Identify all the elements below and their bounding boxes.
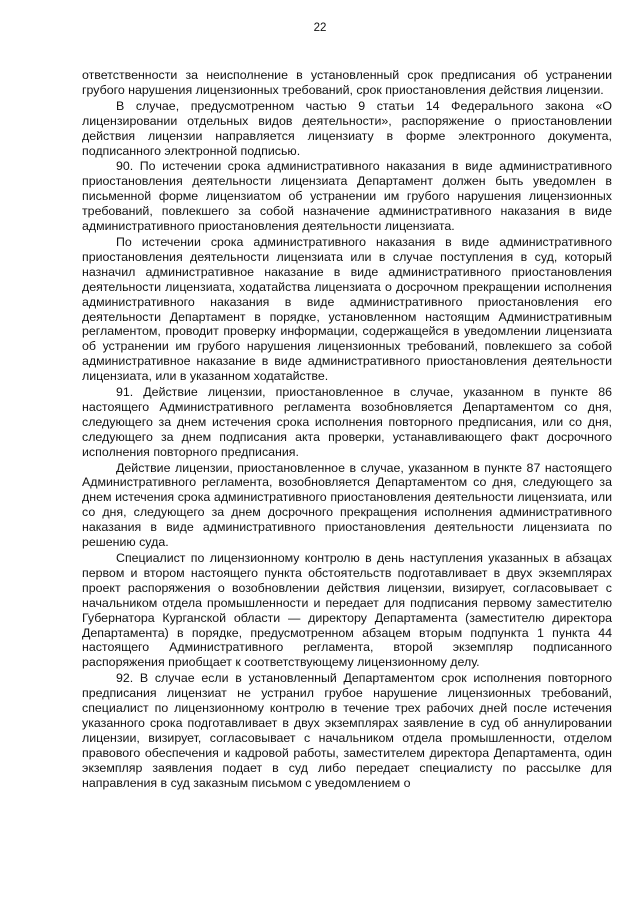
paragraph: По истечении срока административного наказания в виде административного приостановления деятельности лицензиата или в случае поступления в суд, который назначил административное наказание в виде административного приостановления деятельности лицензиата, ходатайства лицензиата о досрочном прекращении исполнения административного наказания в виде административного приостановления его деятельности Департамент в порядке, установленном настоящим Административным регламентом, проводит проверку информации, содержащейся в уведомлении лицензиата об устранении им грубого нарушения лицензионных требований, повлекшего за собой административное наказание в виде административного приостановления деятельности лицензиата, или в указанном ходатайстве. [82, 234, 612, 384]
document-body [82, 68, 612, 791]
paragraph: Действие лицензии, приостановленное в случае, указанном в пункте 87 настоящего Административного регламента, возобновляется Департаментом со дня, следующего за днем истечения срока административного приостановления деятельности лицензиата, или со дня, следующего за днем досрочного прекращения исполнения административного наказания в виде административного приостановления деятельности лицензиата по решению суда. [82, 460, 612, 550]
paragraph: Специалист по лицензионному контролю в день наступления указанных в абзацах первом и втором настоящего пункта обстоятельств подготавливает в двух экземплярах проект распоряжения о возобновлении действия лицензии, визирует, согласовывает с начальником отдела промышленности и передает для подписания первому заместителю Губернатора Курганской области — директору Департамента (заместителю директора Департамента) в порядке, предусмотренном абзацем вторым подпункта 1 пункта 44 настоящего Административного регламента, второй экземпляр подписанного распоряжения приобщает к соответствующему лицензионному делу. [82, 551, 612, 670]
page-number: 22 [313, 22, 327, 34]
paragraph: В случае, предусмотренном частью 9 статьи 14 Федерального закона «О лицензировании отдельных видов деятельности», распоряжение о приостановлении действия лицензии направляется лицензиату в форме электронного документа, подписанного электронной подписью. [82, 98, 612, 158]
paragraph: 90. По истечении срока административного наказания в виде административного приостановления деятельности лицензиата Департамент должен быть уведомлен в письменной форме лицензиатом об устранении им грубого нарушения лицензионных требований, повлекшего за собой назначение административного наказания в виде административного приостановления деятельности лицензиата. [82, 159, 612, 234]
paragraph: 91. Действие лицензии, приостановленное в случае, указанном в пункте 86 настоящего Административного регламента возобновляется Департаментом со дня, следующего за днем истечения срока исполнения повторного предписания, или со дня, следующего за днем подписания акта проверки, устанавливающего факт досрочного исполнения повторного предписания. [82, 385, 612, 459]
paragraph: 92. В случае если в установленный Департаментом срок исполнения повторного предписания лицензиат не устранил грубое нарушение лицензионных требований, специалист по лицензионному контролю в течение трех рабочих дней после истечения указанного срока подготавливает в двух экземплярах заявление в суд об аннулировании лицензии, визирует, согласовывает с начальником отдела промышленности, отделом правового обеспечения и кадровой работы, заместителем директора Департамента, один экземпляр заявления подает в суд либо передает специалисту по рассылке для направления в суд заказным письмом с уведомлением о [82, 671, 612, 790]
paragraph: ответственности за неисполнение в установленный срок предписания об устранении грубого нарушения лицензионных требований, срок приостановления действия лицензии. [82, 68, 612, 97]
